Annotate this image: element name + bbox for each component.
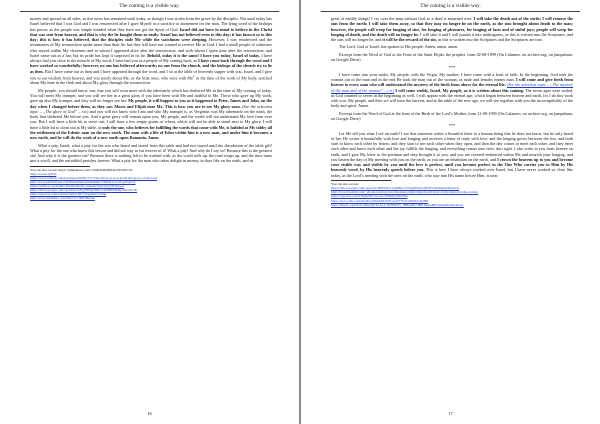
paragraph: What a pity, Israel, what a pity for the son who heard and tasted from this table and had not stayed until the dissolution of the table gift! What a pity for the one who knew this lesson and did not stay to eat forever of it! What a pity! And why do I say so? Because this is the greatest sin! And why it is the greatest sin? Because there is nothing left to be washed with, as the scroll rolls up, the road wraps up, and the time turns into a scroll, and the unfaithful perishes forever. What a pity for the man who takes delight in money, in days like on the earth, and in (30, 142, 272, 164)
paragraph: My people, you should know, son, that you will soon meet with the tabernacle which has sheltered Me in the time of My coming of today. You will meet My trumpet, and you will see her in a great glory if you have been with Me and faithful to Me. Those who gave up My work, gave up also My trumpet, and they will no longer see her. My people, it will happen to you as it happened to Peter, James and John, on the day when I changed before them, as they saw Moses and Elijah near Me. This is how you are to see My glory soon. (See the selection topic – „The glory of God” – r.n.) and you will not know who I am and who My trumpet is, as Verginius was My tabernacle on the earth, the body that sheltered Me before you. And a great glory will remain upon you, My people, and the world will not understand My love from over you. But I will have a little bit to serve out; I still have a few empty grains of wheat, which will not be able to stand next to My glory. I will have a little bit to clean out at My table, as only the one, who believes for fulfilling the words that come with Me, is faithful at My table; all the settlement of the Edenic man on the new earth. The man with a life of Eden within him is a new man, and under him it becomes a new earth, and he will do the work of a new earth upon Romania. Amen. (30, 87, 272, 141)
paragraph: The Lord, God of Israel, has spoken to His people. Amen, amen, amen. (339, 44, 459, 50)
right-page (301, 0, 600, 424)
footnote-link[interactable]: http://www.mediafire.com/file/x7c1fk0bd6n4de (30, 196, 95, 201)
footnote-line: You can also access: https://jumpahura.com/v/XMuX4KP0KmaYEidWvXs (30, 167, 133, 172)
paragraph: money and spread on all sides, as this news has remained until today, as though I was stolen from the grave by the disciples. Not until today has Israel believed that I was God and I was resurrected after I gave Myself as a sacrifice of atonement for the man. The lying word of the bishops has power, as the people was simple minded when they have not got the Spirit of God. Israel did not have in mind to believe in the Christ that was sent from heaven, and that is why the lie bought them so easily. Israel has not believed even to this day; it has known so to this day; this is how it has believed, that the disciples stole Me while the watchmen were sleeping. However, I was resurrected and the testimonies of My resurrection spoke more than their lie, but they still have not wanted to receive Me as God. I had a small people of witnesses who stayed within My closeness and to whom I appeared alive after the resurrection, and with whom I spent time after the resurrection, and Israel came out as a liar, but its pride has kept it surprised in its lie. Behold, today it is the same! I have you today, Israel of today. I have always had you close to the miracle of My word; I have had you as a people of My coming back, as I have come back through the word and I have worked so wonderfully; however, no one has believed afterwards; no one from the church, and the bishops of the church try to lie as then. But I have come out as then and I have appeared through the word, and I sit at the table of heavenly supper with you, Israel, and I give you to eat wisdom from heaven, and you testify about Me; as the little ones, who were with Me$^1$ in the time of the work of My body, testified about My time in the flesh and about My glory through the resurrection. (30, 16, 272, 86)
footnote-link[interactable]: http://www.pathcritique.com/Presentation/bdjdiahaz-16416/1-word-god-glory (30, 179, 136, 184)
footnote-link[interactable]: https://app.box.com/s/f6g0r68vwe14wz2Z9jtflq5uhfdtju (331, 194, 408, 199)
footnote-link[interactable]: https://www.scribd.com/document/394567571/The-Word-of-God-about-the-glory-of-the-God (30, 175, 158, 180)
page-number: 17 (448, 411, 453, 416)
paragraph: great of earthly things! I cry over the man without God as a dead is mourned over. I will take the death out of the earth; I will remove the sins from the earth; I will take them away, so that they may no longer be on the earth, as the sins brought about death to the man; however, the people will weep for longing of sins, for longing of pleasures, for longing of lusts and of sinful joys; people will weep for longing of death, and the death will no longer be. I will take it and I will punish it into nothingness, as this is written into the Scriptures, and the sins will no longer be, and it will be the reward of the sin, as this is written into the Scriptures and the Scriptures are true. (331, 16, 574, 42)
page-number: 16 (147, 411, 152, 416)
footnotes (30, 168, 272, 201)
footnote-line: You can also access: (331, 182, 359, 187)
footnote-link[interactable]: https://archive.org/details/TheWordOfGodAboutTheGloryOfTheGod (30, 184, 124, 189)
footnote-link[interactable]: https://app.box.com/s/mtrnz5fgzsw9dt7r9ogdpa1d13tnp (30, 192, 107, 197)
footnote-separator (30, 166, 90, 167)
excerpt-source: Excerpt from the Word of God at the Feast of the Saint Elijah, the prophet, from 02-08-1999 (On Calameo, on archive.org, on jumpahura, on Google Drive) (331, 51, 573, 63)
footnotes (331, 182, 573, 207)
footnote-link[interactable]: https://docs.zohr.com/file/6rvjzZhrih933d75c4ef277b1d12095l2c4b989 (331, 198, 429, 203)
page-header: The coming is a visible way. (321, 0, 580, 12)
footnote-link[interactable]: https://zoom.ig/P4s (30, 171, 57, 176)
section-divider: *** (448, 123, 456, 129)
footnote-link[interactable]: https://drive.google.com/open?id=0B0VNo11gXPRpcJ2YjQ0NGZQNlZIVXD3dkatchfuun=0 (331, 186, 460, 191)
footnote-link[interactable]: https://tmpia.org/url?d=30zgvgKZ1Aa1c1RX9lc03_7H&tedE74Hh/hdqbsBPV4tm4r8f29ac4bayc (331, 202, 464, 207)
paragraph: I have come into your midst, My people, with the Virgin, My mother; I have come with a feast of faith. In the beginning, God took the woman out of the man and in the end He took the man out of the woman, as male and female; means man. I will come and give birth from heaven to every man who will understand the mystery of the birth from above for the eternal life. (See the selection topic – „The mystery of the man and of the woman” – r.n.) I will come visibly, Israel, My people, as it is written about this coming. The seven ages were sealed, as God counted to seven in the beginning as well. I will appear with the eternal age, which began between heaven and earth, for I do this work with you, My people, and then we will have the harvest, and at the table of the new age, we will see together with you the incorruptibility of the body and spirit. Amen. (331, 71, 574, 109)
footnote-separator (331, 180, 391, 181)
paragraph: Let Me tell you what I see on earth! I see that someone writes a beautiful letter to a human being that he does not know, but he only heard of her. He writes it beautifully with love and longing and receives a letter of reply with love, and the longing grows between the two, and both start to know each other by letters; and they start to see each other when they open, and then the day comes to meet each other, and they meet each other and know each other and the joy fulfills the longing, and everything comes into view, into sight. I also write to you from heaven on earth, and I give My letter to the postman and they brought it to you, and you are covered embraced within Me and nourish your longing, and you hasten the day of My meeting with you on the earth, as you are an inhabitant on the earth, and I crown the heavens up to you and become your visible way and visible by you until the love is perfect, until you become perfect in the One Who carries you to Him by His heavenly word, by His heavenly speech before you. This is how I have always worked over Israel, but I have never worked so close like today, as the Lord’s meeting with the ones on the earth, who stay into His name before Him, is near. (331, 130, 573, 178)
page-body (30, 16, 272, 200)
page-header: The coming is a visible way. (20, 0, 279, 12)
footnote-link[interactable]: http://www.bookrix.com/_ebook-word-god-at-the-feast-celebrating-the-mystery-of-the-man-and-the-woman (331, 190, 479, 195)
section-divider: *** (448, 64, 456, 70)
footnote-link[interactable]: https://drive.google.com/open?id=1eEgd7Phqbl8WcwsNzBtK4bRjs4mw9VlX (30, 188, 138, 193)
page-body (331, 16, 573, 207)
left-page (0, 0, 299, 424)
excerpt-source: Excerpt from the Word of God at the feast of the Birth of the Lord’s Mother, from 21-09-1995 (On Calameo, on archive.org, on jumpahura, on Google Drive) (331, 110, 573, 121)
